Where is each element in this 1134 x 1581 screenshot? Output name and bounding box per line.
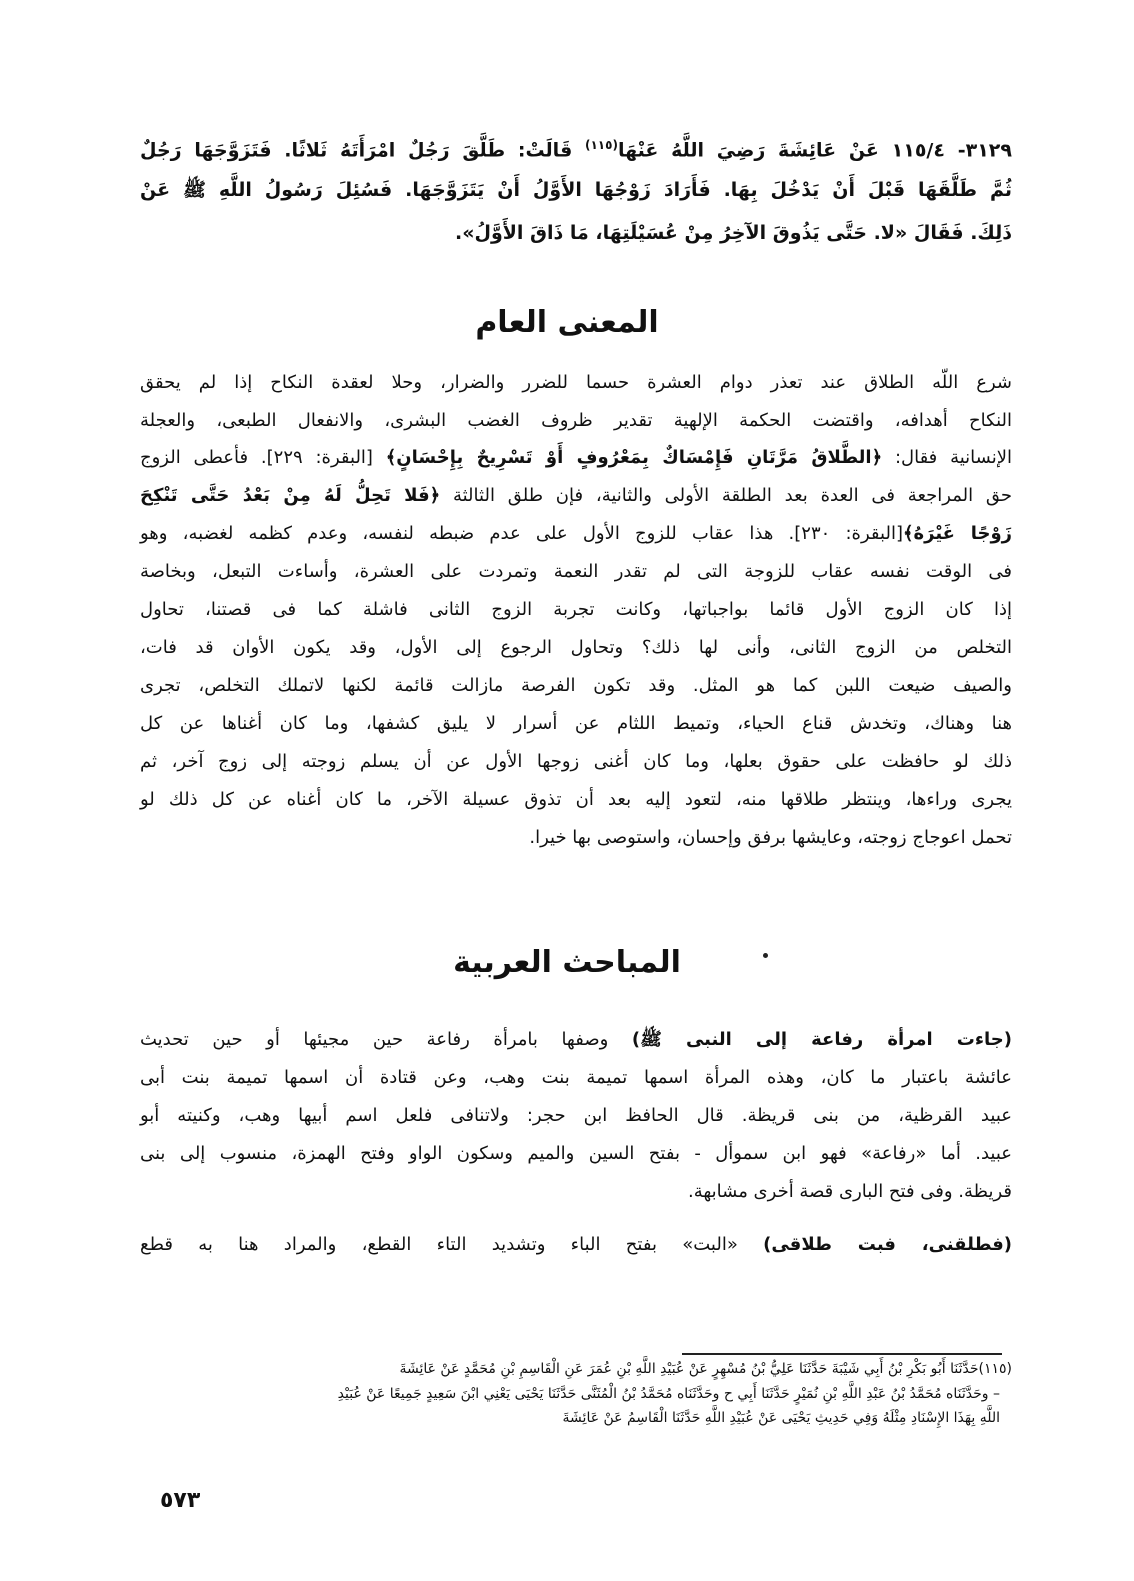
bold-text: (فطلقنى، فبت طلاقى) (763, 1234, 1013, 1255)
text-line (140, 443, 1012, 473)
text-segment: فى الوقت نفسه عقاب للزوجة التى لم تقدر النعمة وتمردت على العشرة، وأساءت التبعل، وبخاصة (140, 561, 1012, 582)
text-line (140, 595, 1012, 625)
text-line (140, 406, 1012, 436)
text-segment: ذَلِكَ. فَقَالَ «لا. حَتَّى يَذُوقَ الآخِرُ مِنْ عُسَيْلَتِهَا، مَا ذَاقَ الأَوَّلُ». (454, 222, 1012, 244)
footnote-ref: (١١٥) (585, 138, 618, 152)
text-line (140, 1230, 1012, 1260)
section-heading-general-meaning: المعنى العام (475, 305, 659, 340)
text-segment: إذا كان الزوج الأول قائما بواجباتها، وكانت تجربة الزوج الثانى فاشلة كما فى قصتنا، تحاول (140, 599, 1012, 620)
text-line (140, 823, 1012, 853)
text-segment: شرع اللّه الطلاق عند تعذر دوام العشرة حسما للضرر والضرار، وحلا لعقدة النكاح إذا لم يحقق (140, 372, 1012, 393)
section-heading-linguistic-discussion: المباحث العربية (453, 945, 681, 980)
text-segment: هنا وهناك، وتخدش قناع الحياء، وتميط اللثام عن أسرار لا يليق كشفها، وما كان أغناها عن كل (140, 713, 1012, 734)
text-segment: الإنسانية فقال: (882, 447, 1012, 468)
text-segment: [البقرة: ٢٣٠]. هذا عقاب للزوج الأول على عدم ضبطه لنفسه، وعدم كظمه لغضبه، وهو (140, 523, 903, 544)
bold-text: ﴿الطَّلاقُ مَرَّتَانِ فَإِمْسَاكٌ بِمَعْرُوفٍ أَوْ تَسْرِيحٌ بِإِحْسَانٍ﴾ (385, 447, 883, 468)
text-segment: «البت» بفتح الباء وتشديد التاء القطع، والمراد هنا به قطع (140, 1234, 764, 1255)
text-segment: تحمل اعوجاج زوجته، وعايشها برفق وإحسان، واستوصى بها خيرا. (529, 827, 1012, 848)
text-line (140, 519, 1012, 549)
text-segment: ذلك لو حافظت على حقوق بعلها، وما كان أغنى زوجها الأول عن أن يسلم زوجته إلى زوج آخر، ثم (140, 751, 1012, 772)
text-segment: ٣١٢٩- ١١٥/٤ عَنْ عَائِشَةَ رَضِيَ اللَّهُ عَنْهَا (617, 139, 1012, 162)
text-line (140, 671, 1012, 701)
footnote-line: اللَّهِ بِهَذَا الإِسْنَادِ مِثْلَهُ وَفِي حَدِيثِ يَحْيَى عَنْ عُبَيْدِ اللَّهِ حَدَّثَنَا الْقَاسِمُ عَنْ عَائِشَةَ (562, 1410, 1000, 1426)
text-segment: النكاح أهدافه، واقتضت الحكمة الإلهية تقدير ظروف الغضب البشرى، والانفعال الطبعى، والعجلة (140, 410, 1012, 431)
text-line (140, 747, 1012, 777)
text-line (140, 130, 1012, 165)
text-segment: قريظة. وفى فتح البارى قصة أخرى مشابهة. (687, 1181, 1012, 1202)
footnote-line: (١١٥)حَدَّثَنَا أَبُو بَكْرِ بْنُ أَبِي شَيْبَةَ حَدَّثَنَا عَلِيُّ بْنُ مُسْهِرٍ عَنْ عُبَيْدِ اللَّهِ بْنِ عُمَرَ عَنِ الْقَاسِمِ بْنِ مُحَمَّدٍ عَنْ عَائِشَةَ (399, 1361, 1012, 1377)
text-line (140, 1139, 1012, 1169)
text-line (140, 368, 1012, 398)
footnote-line: – وحَدَّثَنَاه مُحَمَّدُ بْنُ عَبْدِ اللَّهِ بْنِ نُمَيْرٍ حَدَّثَنَا أَبِي ح وحَدَّثَنَاه مُحَمَّدُ بْنُ الْمُثَنَّى حَدَّثَنَا يَحْيَى يَعْنِي ابْنَ سَعِيدٍ جَمِيعًا عَنْ عُبَيْدِ (337, 1386, 1000, 1402)
text-line (140, 1101, 1012, 1131)
text-segment: [البقرة: ٢٢٩]. فأعطى الزوج (140, 447, 386, 468)
text-segment: يجرى وراءها، وينتظر طلاقها منه، لتعود إليه بعد أن تذوق عسيلة الآخر، ما كان أغناه عن كل ذلك لو (140, 789, 1012, 810)
bold-text: ﴿فَلا تَحِلُّ لَهُ مِنْ بَعْدُ حَتَّى تَنْكِحَ (140, 485, 441, 506)
text-line (140, 481, 1012, 511)
bold-text: (جاءت امرأة رفاعة إلى النبى ﷺ) (631, 1029, 1012, 1050)
footnote-divider (682, 1353, 1002, 1355)
text-segment: قَالَتْ: طَلَّقَ رَجُلٌ امْرَأَتَهُ ثَلاثًا. فَتَزَوَّجَهَا رَجُلٌ (140, 139, 585, 162)
text-segment: التخلص من الزوج الثانى، وأنى لها ذلك؟ وتحاول الرجوع إلى الأول، وقد يكون الأوان قد فات، (140, 637, 1012, 658)
text-segment: وصفها بامرأة رفاعة حين مجيئها أو حين تحديث (140, 1029, 632, 1050)
text-line (140, 633, 1012, 663)
text-line (140, 218, 1012, 248)
text-segment: ثُمَّ طَلَّقَهَا قَبْلَ أَنْ يَدْخُلَ بِهَا. فَأَرَادَ زَوْجُهَا الأَوَّلُ أَنْ يَتَزَوَّجَهَا. فَسُئِلَ رَسُولُ اللَّهِ ﷺ عَنْ (140, 179, 1012, 201)
text-line (140, 785, 1012, 815)
text-segment: والصيف ضيعت اللبن كما هو المثل. وقد تكون الفرصة مازالت قائمة لكنها لاتملك التخلص، تجرى (140, 675, 1012, 696)
text-segment: عائشة باعتبار ما كان، وهذه المرأة اسمها تميمة بنت وهب، وعن قتادة أن اسمها تميمة بنت أبى (140, 1067, 1012, 1088)
text-line (140, 1025, 1012, 1055)
text-line (140, 1063, 1012, 1093)
text-line (140, 557, 1012, 587)
text-segment: حق المراجعة فى العدة بعد الطلقة الأولى والثانية، فإن طلق الثالثة (440, 485, 1013, 506)
bold-text: زَوْجًا غَيْرَهُ﴾ (902, 523, 1013, 544)
text-line (140, 709, 1012, 739)
text-line (140, 175, 1012, 205)
text-segment: عبيد القرظية، من بنى قريظة. قال الحافظ ابن حجر: ولاتنافى فلعل اسم أبيها وهب، وكنيته أبو (140, 1105, 1012, 1126)
page-number: ٥٧٣ (160, 1488, 201, 1513)
text-segment: عبيد. أما «رفاعة» فهو ابن سموأل - بفتح السين والميم وسكون الواو وفتح الهمزة، منسوب إلى بنى (140, 1143, 1012, 1164)
text-line (140, 1177, 1012, 1207)
